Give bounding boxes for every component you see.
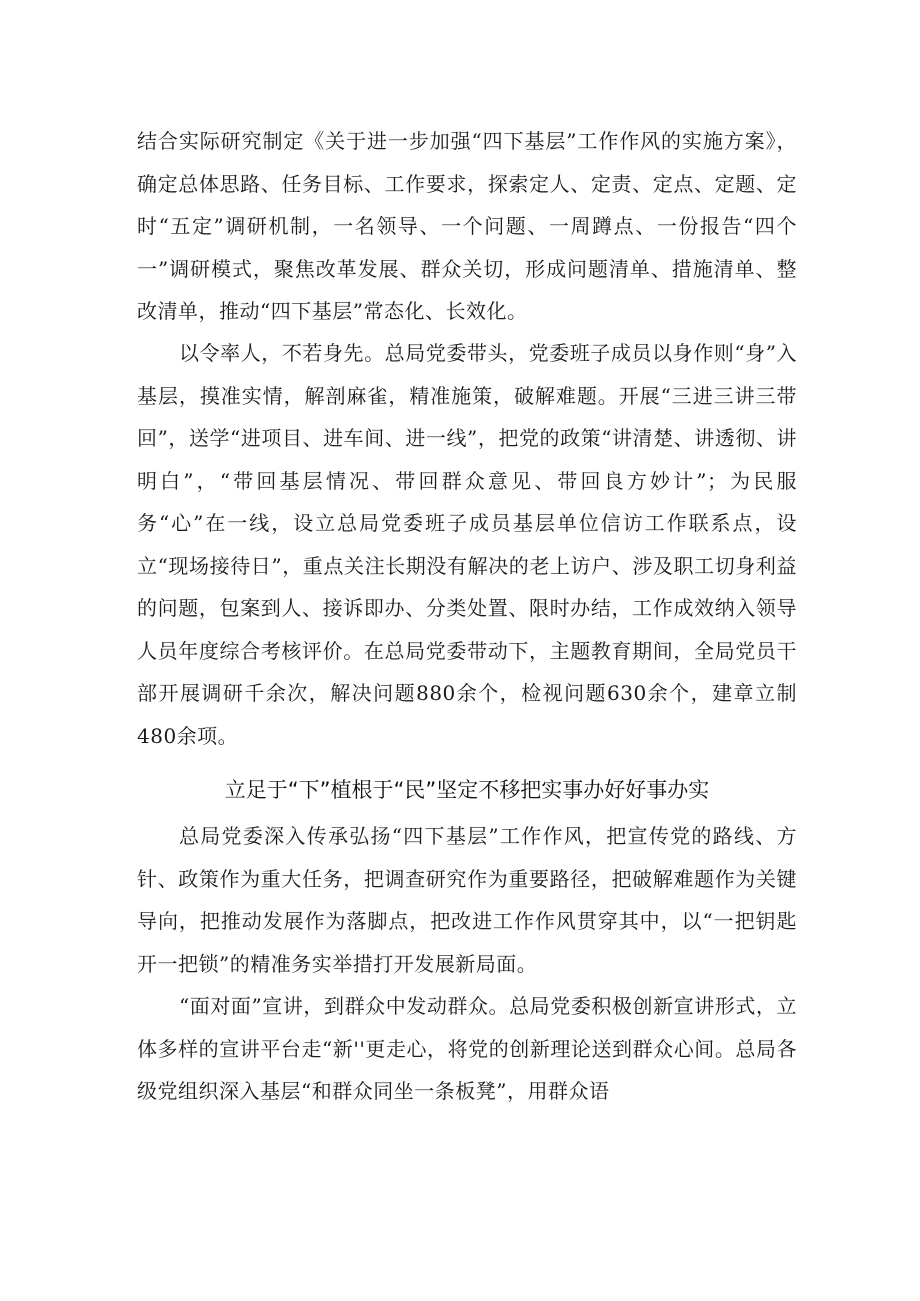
paragraph-implementation-plan: 结合实际研究制定《关于进一步加强“四下基层”工作作风的实施方案》，确定总体思路、任务目标、工作要求，探索定人、定责、定点、定题、定时“五定”调研机制，一名领导、一个问题、一周蹲点、一份报告“四个一”调研模式，聚焦改革发展、群众关切，形成问题清单、措施清单、整改清单，推动“四下基层”常态化、长效化。 bbox=[137, 129, 797, 323]
paragraph-lead-by-example: 以令率人，不若身先。总局党委带头，党委班子成员以身作则“身”入基层，摸准实情，解剖麻雀，精准施策，破解难题。开展“三进三讲三带回”，送学“进项目、进车间、进一线”，把党的政策“讲清楚、讲透彻、讲明白”，“带回基层情况、带回群众意见、带回良方妙计”；为民服务“心”在一线，设立总局党委班子成员基层单位信访工作联系点，设立“现场接待日”，重点关注长期没有解决的老上访户、涉及职工切身利益的问题，包案到人、接诉即办、分类处置、限时办结，工作成效纳入领导人员年度综合考核评价。在总局党委带动下，主题教育期间，全局党员干部开展调研千余次，解决问题880余个，检视问题630余个，建章立制480余项。 bbox=[137, 341, 797, 748]
paragraph-face-to-face-preaching: “面对面”宣讲，到群众中发动群众。总局党委积极创新宣讲形式，立体多样的宣讲平台走“新''更走心，将党的创新理论送到群众心间。总局各级党组织深入基层“和群众同坐一条板凳”，用群众语 bbox=[137, 994, 797, 1103]
paragraph-work-style: 总局党委深入传承弘扬“四下基层”工作作风，把宣传党的路线、方针、政策作为重大任务，把调查研究作为重要路径，把破解难题作为关键导向，把推动发展作为落脚点，把改进工作作风贯穿其中，以“一把钥匙开一把锁”的精准务实举措打开发展新局面。 bbox=[137, 824, 797, 976]
section-heading: 立足于“下”植根于“民”坚定不移把实事办好好事办实 bbox=[224, 778, 710, 802]
